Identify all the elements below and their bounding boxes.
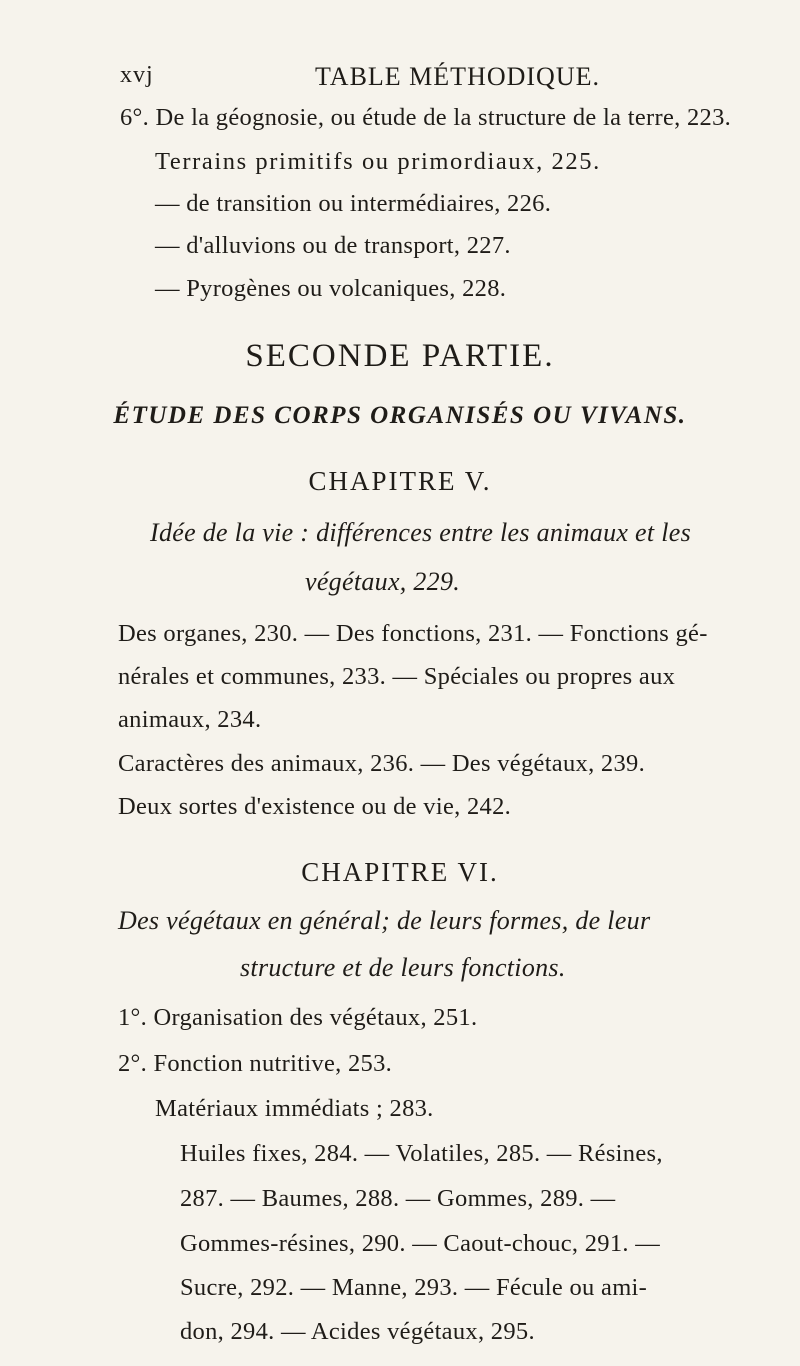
chapter-5-title-line: Idée de la vie : différences entre les animaux et les (150, 518, 691, 547)
chapter-6-title-line: structure et de leurs fonctions. (240, 953, 566, 982)
chapter-5-body-line: nérales et communes, 233. — Spéciales ou propres aux (118, 663, 676, 690)
chapter-6-body-line: 287. — Baumes, 288. — Gommes, 289. — (180, 1185, 616, 1212)
chapter-6-body-line: 1°. Organisation des végétaux, 251. (118, 1004, 478, 1031)
section-6-entry: — de transition ou intermédiaires, 226. (155, 190, 552, 217)
chapter-5-body-line: animaux, 234. (118, 706, 262, 733)
chapter-5-title-line: végétaux, 229. (305, 567, 461, 596)
chapter-6-heading: CHAPITRE VI. (301, 857, 499, 887)
page-header (120, 62, 680, 96)
running-title: TABLE MÉTHODIQUE. (315, 62, 600, 91)
chapter-6-body-line: Huiles fixes, 284. — Volatiles, 285. — Résines, (180, 1140, 663, 1167)
chapter-6-body-line: Sucre, 292. — Manne, 293. — Fécule ou ami- (180, 1274, 648, 1301)
section-6-entry: Terrains primitifs ou primordiaux, 225. (155, 148, 601, 175)
chapter-5-body-line: Deux sortes d'existence ou de vie, 242. (118, 793, 512, 820)
chapter-6-body-line: don, 294. — Acides végétaux, 295. (180, 1318, 535, 1345)
chapter-6-body-line: 2°. Fonction nutritive, 253. (118, 1050, 393, 1077)
chapter-5-body-line: Caractères des animaux, 236. — Des végétaux, 239. (118, 750, 645, 777)
section-6-entry: — d'alluvions ou de transport, 227. (155, 232, 511, 259)
chapter-5-heading: CHAPITRE V. (308, 466, 492, 496)
chapter-6-title-line: Des végétaux en général; de leurs formes, de leur (118, 906, 651, 935)
section-6-title: 6°. De la géognosie, ou étude de la structure de la terre, 223. (120, 104, 732, 131)
part-subtitle: ÉTUDE DES CORPS ORGANISÉS OU VIVANS. (113, 402, 687, 429)
section-6-entry: — Pyrogènes ou volcaniques, 228. (155, 275, 507, 302)
chapter-6-body-line: Matériaux immédiats ; 283. (155, 1095, 434, 1122)
chapter-6-body-line: Gommes-résines, 290. — Caout-chouc, 291. — (180, 1230, 661, 1257)
part-title: SECONDE PARTIE. (245, 338, 555, 374)
chapter-5-body-line: Des organes, 230. — Des fonctions, 231. — Fonctions gé- (118, 620, 708, 647)
page-number: xvj (120, 62, 154, 88)
